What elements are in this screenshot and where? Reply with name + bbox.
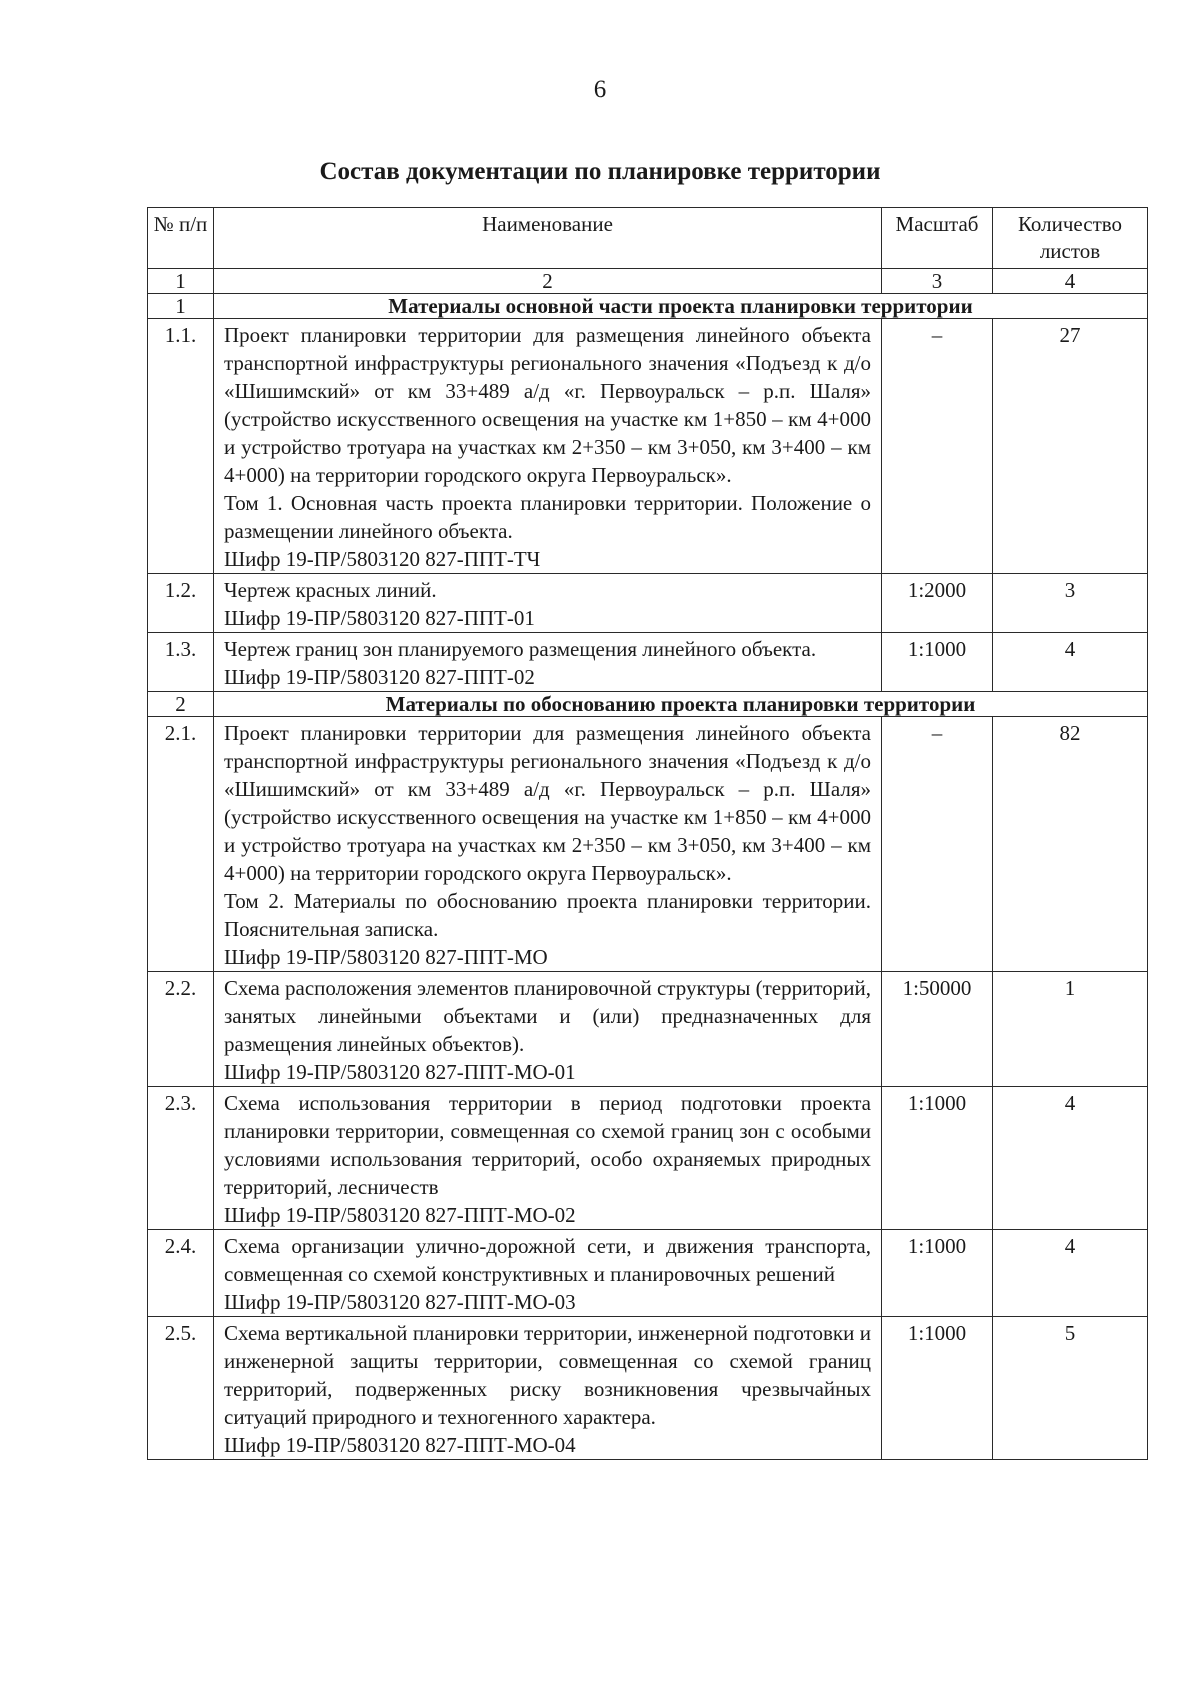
name-text: Том 2. Материалы по обоснованию проекта планировки территории. Пояснительная записка.: [224, 889, 871, 941]
row-sheet-count: 1: [993, 972, 1148, 1087]
column-number: 1: [148, 269, 214, 294]
name-text: Чертеж границ зон планируемого размещения линейного объекта.: [224, 637, 817, 661]
row-number: 2.4.: [148, 1230, 214, 1317]
row-name: [214, 319, 882, 574]
row-name: [214, 574, 882, 633]
row-scale: 1:1000: [882, 633, 993, 692]
table-row: [148, 319, 1148, 574]
row-scale: 1:2000: [882, 574, 993, 633]
cipher-code: Шифр 19-ПР/5803120 827-ППТ-ТЧ: [224, 547, 541, 571]
row-number: 2.5.: [148, 1317, 214, 1460]
name-text: Схема использования территории в период подготовки проекта планировки территории, совмещенная со схемой границ зон с особыми условиями использования территорий, особо охраняемых природных территорий, лесничеств: [224, 1091, 871, 1199]
table-row: [148, 633, 1148, 692]
row-number: 1.3.: [148, 633, 214, 692]
section-number: 1: [148, 294, 214, 319]
row-number: 2.1.: [148, 717, 214, 972]
cipher-code: Шифр 19-ПР/5803120 827-ППТ-МО-01: [224, 1060, 576, 1084]
section-row: [148, 294, 1148, 319]
row-number: 2.3.: [148, 1087, 214, 1230]
name-text: Схема вертикальной планировки территории, инженерной подготовки и инженерной защиты территории, совмещенная со схемой границ территорий, подверженных риску возникновения чрезвычайных ситуаций природного и техногенного характера.: [224, 1321, 871, 1429]
name-text: Проект планировки территории для размещения линейного объекта транспортной инфраструктуры регионального значения «Подъезд к д/о «Шишимский» от км 33+489 а/д «г. Первоуральск – р.п. Шаля» (устройство искусственного освещения на участке км 1+850 – км 4+000 и устройство тротуара на участках км 2+350 – км 3+050, км 3+400 – км 4+000) на территории городского округа Первоуральск».: [224, 323, 871, 487]
row-name: [214, 1230, 882, 1317]
table-header-row: [148, 208, 1148, 269]
column-number: 4: [993, 269, 1148, 294]
cipher-code: Шифр 19-ПР/5803120 827-ППТ-МО-03: [224, 1290, 576, 1314]
row-sheet-count: 4: [993, 1230, 1148, 1317]
table-row: [148, 1230, 1148, 1317]
cipher-code: Шифр 19-ПР/5803120 827-ППТ-01: [224, 606, 535, 630]
name-text: Схема расположения элементов планировочной структуры (территорий, занятых линейными объектами и (или) предназначенных для размещения линейных объектов).: [224, 976, 871, 1056]
cipher-code: Шифр 19-ПР/5803120 827-ППТ-МО: [224, 945, 548, 969]
name-text: Том 1. Основная часть проекта планировки территории. Положение о размещении линейного объекта.: [224, 491, 871, 543]
row-name: [214, 633, 882, 692]
row-number: 2.2.: [148, 972, 214, 1087]
column-number: 2: [214, 269, 882, 294]
name-text: Проект планировки территории для размещения линейного объекта транспортной инфраструктуры регионального значения «Подъезд к д/о «Шишимский» от км 33+489 а/д «г. Первоуральск – р.п. Шаля» (устройство искусственного освещения на участке км 1+850 – км 4+000 и устройство тротуара на участках км 2+350 – км 3+050, км 3+400 – км 4+000) на территории городского округа Первоуральск».: [224, 721, 871, 885]
row-name: [214, 972, 882, 1087]
table-row: [148, 574, 1148, 633]
header-name: Наименование: [214, 208, 882, 269]
document-title: Состав документации по планировке территории: [319, 158, 881, 185]
table-row: [148, 1087, 1148, 1230]
row-number: 1.2.: [148, 574, 214, 633]
row-sheet-count: 4: [993, 1087, 1148, 1230]
row-number: 1.1.: [148, 319, 214, 574]
header-scale: Масштаб: [882, 208, 993, 269]
row-sheet-count: 27: [993, 319, 1148, 574]
section-title: Материалы по обоснованию проекта планировки территории: [214, 692, 1148, 717]
row-scale: 1:50000: [882, 972, 993, 1087]
cipher-code: Шифр 19-ПР/5803120 827-ППТ-МО-04: [224, 1433, 576, 1457]
row-scale: 1:1000: [882, 1317, 993, 1460]
table-row: [148, 972, 1148, 1087]
section-row: [148, 692, 1148, 717]
row-sheet-count: 4: [993, 633, 1148, 692]
row-sheet-count: 5: [993, 1317, 1148, 1460]
column-number-row: [148, 269, 1148, 294]
row-scale: –: [882, 319, 993, 574]
cipher-code: Шифр 19-ПР/5803120 827-ППТ-02: [224, 665, 535, 689]
section-number: 2: [148, 692, 214, 717]
column-number: 3: [882, 269, 993, 294]
header-count: Количество листов: [993, 208, 1148, 269]
composition-table: [147, 207, 1148, 1460]
name-text: Чертеж красных линий.: [224, 578, 437, 602]
cipher-code: Шифр 19-ПР/5803120 827-ППТ-МО-02: [224, 1203, 576, 1227]
row-sheet-count: 82: [993, 717, 1148, 972]
row-sheet-count: 3: [993, 574, 1148, 633]
row-name: [214, 1317, 882, 1460]
table-row: [148, 717, 1148, 972]
header-num: № п/п: [148, 208, 214, 269]
page-number: 6: [593, 76, 607, 103]
row-scale: 1:1000: [882, 1230, 993, 1317]
row-name: [214, 717, 882, 972]
section-title: Материалы основной части проекта планировки территории: [214, 294, 1148, 319]
row-scale: –: [882, 717, 993, 972]
row-scale: 1:1000: [882, 1087, 993, 1230]
table-row: [148, 1317, 1148, 1460]
row-name: [214, 1087, 882, 1230]
name-text: Схема организации улично-дорожной сети, и движения транспорта, совмещенная со схемой конструктивных и планировочных решений: [224, 1234, 871, 1286]
